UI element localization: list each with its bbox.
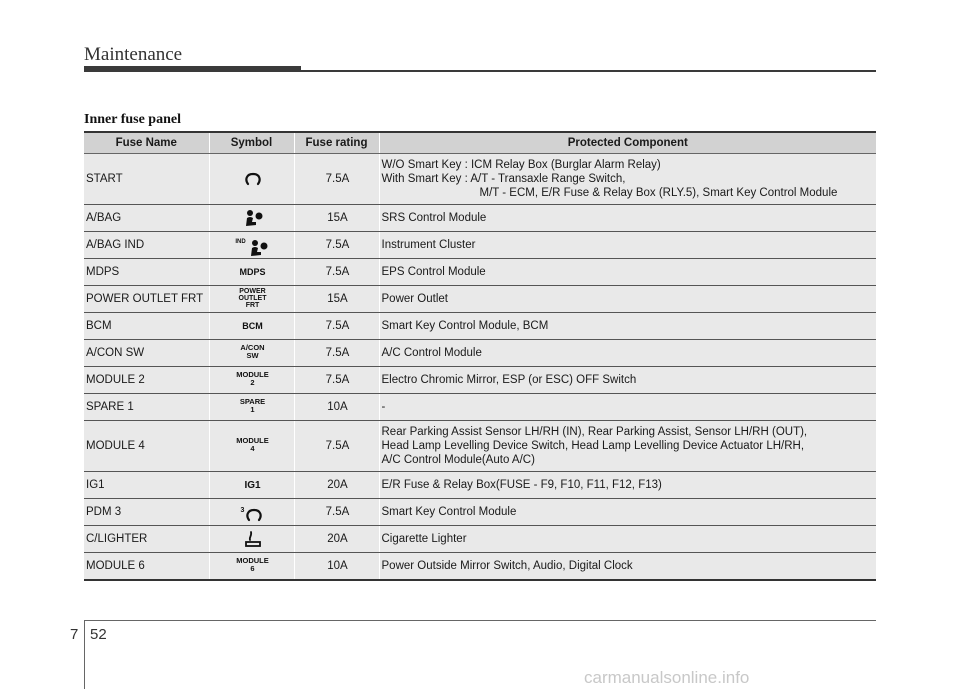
protected-component [379,340,876,367]
fuse-name: POWER OUTLET FRT [84,286,209,313]
table-row [84,205,876,232]
component-line: SRS Control Module [381,212,487,224]
symbol-text-line: A/CON [240,343,265,352]
fuse-name: C/LIGHTER [84,526,209,553]
protected-component [379,526,876,553]
table-row [84,154,876,205]
page-number: 52 [90,626,107,643]
fuse-name: MODULE 6 [84,553,209,581]
table-header-row [84,132,876,154]
protected-component [379,313,876,340]
table-row [84,472,876,499]
fuse-name: PDM 3 [84,499,209,526]
fuse-symbol [209,472,294,499]
fuse-name: MODULE 4 [84,421,209,472]
component-line: - [381,401,386,413]
fuse-rating: 7.5A [294,259,379,286]
symbol-text-line: FRT [245,301,260,309]
component-line: W/O Smart Key : ICM Relay Box (Burglar Alarm Relay) [381,159,661,171]
footer-rule [84,620,876,621]
fuse-rating: 7.5A [294,367,379,394]
fuse-symbol [209,421,294,472]
col-header-protected-component: Protected Component [379,132,876,154]
symbol-text-line: SW [246,351,259,360]
component-line: A/C Control Module [381,347,482,359]
table-row [84,421,876,472]
col-header-fuse-rating: Fuse rating [294,132,379,154]
protected-component [379,553,876,581]
table-row [84,286,876,313]
symbol-text: IG1 [244,480,261,491]
symbol-text-line: POWER [239,287,266,295]
fuse-rating: 7.5A [294,421,379,472]
table-row [84,340,876,367]
symbol-text [236,557,269,573]
component-line: Cigarette Lighter [381,533,467,545]
symbol-text [240,398,265,414]
fuse-symbol [209,313,294,340]
protected-component [379,232,876,259]
fuse-name: A/BAG IND [84,232,209,259]
header-rule-thin [301,70,876,72]
table-row [84,394,876,421]
component-line: Head Lamp Levelling Device Switch, Head Lamp Levelling Device Actuator LH/RH, [381,440,805,452]
fuse-name: START [84,154,209,205]
symbol-text-line: 4 [250,444,255,453]
protected-component [379,205,876,232]
fuse-rating: 15A [294,205,379,232]
fuse-rating: 7.5A [294,313,379,340]
header-rule-thick [84,66,301,72]
symbol-text [239,288,267,309]
protected-component [379,499,876,526]
fuse-symbol [209,232,294,259]
symbol-text [236,437,269,453]
symbol-text-line: MODULE [236,370,269,379]
fuse-symbol [209,526,294,553]
symbol-text-line: OUTLET [238,294,267,302]
symbol-text [236,371,269,387]
component-line: E/R Fuse & Relay Box(FUSE - F9, F10, F11, F12, F13) [381,479,662,491]
table-row [84,526,876,553]
protected-component [379,394,876,421]
fuse-name: IG1 [84,472,209,499]
component-line: A/C Control Module(Auto A/C) [381,454,535,466]
fuse-symbol [209,154,294,205]
table-row [84,232,876,259]
section-title: Inner fuse panel [84,112,181,127]
protected-component [379,286,876,313]
fuse-symbol [209,499,294,526]
fuse-name: A/CON SW [84,340,209,367]
fuse-rating: 20A [294,526,379,553]
fuse-rating: 20A [294,472,379,499]
chapter-number: 7 [70,626,79,643]
component-line: Rear Parking Assist Sensor LH/RH (IN), Rear Parking Assist, Sensor LH/RH (OUT), [381,426,808,438]
component-line: Instrument Cluster [381,239,476,251]
watermark: carmanualsonline.info [584,668,750,687]
protected-component [379,421,876,472]
cigarette-lighter-icon [212,530,294,548]
fuse-symbol [209,340,294,367]
protected-component [379,259,876,286]
component-line: EPS Control Module [381,266,486,278]
table-row [84,313,876,340]
table-row [84,367,876,394]
page-header-title: Maintenance [84,44,183,65]
fuse-symbol [209,367,294,394]
protected-component [379,154,876,205]
fuse-rating: 7.5A [294,340,379,367]
fuse-symbol [209,205,294,232]
fuse-rating: 7.5A [294,232,379,259]
fuse-symbol [209,259,294,286]
fuse-rating: 10A [294,394,379,421]
symbol-text: 3 [240,506,245,514]
fuse-name: BCM [84,313,209,340]
component-line: Power Outside Mirror Switch, Audio, Digital Clock [381,560,633,572]
col-header-fuse-name: Fuse Name [84,132,209,154]
component-line: Smart Key Control Module, BCM [381,320,549,332]
airbag-indicator-icon [235,239,269,257]
symbol-text-line: MODULE [236,556,269,565]
fuse-loop-numbered-icon [241,507,265,523]
fuse-symbol [209,394,294,421]
symbol-text-line: MODULE [236,436,269,445]
fuse-table [84,131,876,581]
fuse-symbol [209,553,294,581]
symbol-text-line: 1 [250,405,255,414]
symbol-text: BCM [242,321,263,331]
fuse-name: A/BAG [84,205,209,232]
table-row [84,499,876,526]
table-row [84,553,876,581]
fuse-rating: 10A [294,553,379,581]
component-line: Electro Chromic Mirror, ESP (or ESC) OFF Switch [381,374,637,386]
fuse-rating: 7.5A [294,499,379,526]
symbol-text: IND [235,239,246,245]
fuse-rating: 15A [294,286,379,313]
symbol-text-line: 2 [250,378,255,387]
symbol-text: MDPS [239,267,266,277]
component-line: Smart Key Control Module [381,506,517,518]
symbol-text-line: 6 [250,564,255,573]
component-line: M/T - ECM, E/R Fuse & Relay Box (RLY.5), Smart Key Control Module [479,187,838,199]
protected-component [379,472,876,499]
fuse-name: MDPS [84,259,209,286]
fuse-symbol [209,286,294,313]
airbag-icon [212,209,294,227]
symbol-text-line: SPARE [239,397,266,406]
fuse-rating: 7.5A [294,154,379,205]
protected-component [379,367,876,394]
table-row [84,259,876,286]
col-header-symbol: Symbol [209,132,294,154]
fuse-loop-icon [212,171,294,187]
fuse-name: MODULE 2 [84,367,209,394]
component-line: Power Outlet [381,293,448,305]
component-line: With Smart Key : A/T - Transaxle Range Switch, [381,173,626,185]
fuse-name: SPARE 1 [84,394,209,421]
footer-divider [84,620,85,689]
symbol-text [240,344,264,360]
